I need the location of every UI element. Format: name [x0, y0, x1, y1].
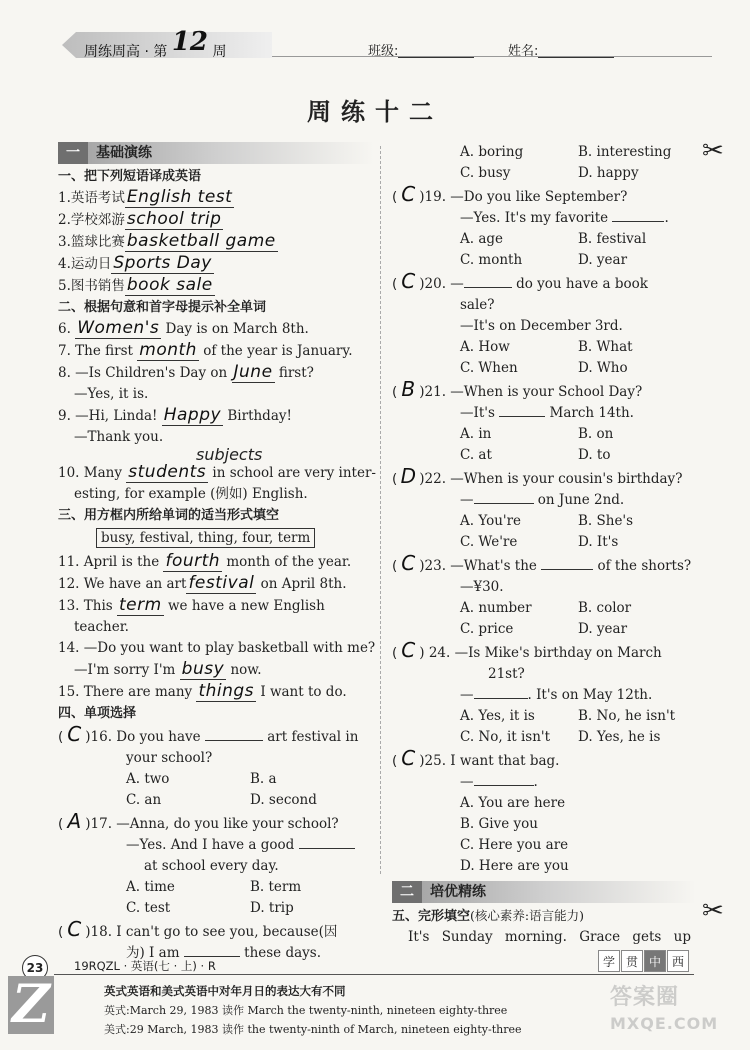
- p1-item-1: 1.英语考试 English test: [58, 187, 233, 207]
- question-12: 12. We have an art festival on April 8th.: [58, 573, 347, 593]
- question-25-cont: — .: [460, 774, 538, 790]
- choice-answer[interactable]: A: [67, 809, 82, 833]
- section-tab: 二: [392, 881, 422, 903]
- handwritten-answer[interactable]: students: [128, 462, 207, 482]
- question-20-cont: sale?: [460, 297, 495, 313]
- handwritten-answer[interactable]: basketball game: [126, 231, 276, 251]
- question-24-options: A. Yes, it is B. No, he isn't: [460, 708, 676, 724]
- question-25-option-d: D. Here are you: [460, 858, 569, 874]
- question-22-options: A. You're B. She's: [460, 513, 634, 529]
- question-23-cont: —¥30.: [460, 579, 504, 595]
- word-box-row: [58, 528, 374, 549]
- footer-tabs: [598, 950, 690, 972]
- question-18-options: A. boring B. interesting: [460, 144, 672, 160]
- part4-heading: 四、单项选择: [58, 706, 137, 721]
- question-11: 11. April is the fourth month of the year.: [58, 551, 352, 571]
- question-23-options: C. price D. year: [460, 621, 628, 637]
- tip-title: 英式英语和美式英语中对年月日的表达大有不同: [104, 984, 346, 998]
- handwritten-answer[interactable]: term: [119, 595, 162, 615]
- choice-answer[interactable]: C: [401, 551, 416, 575]
- part3-heading: 三、用方框内所给单词的适当形式填空: [58, 508, 280, 523]
- question-17-cont: —Yes. And I have a good: [58, 835, 374, 856]
- word-box: busy, festival, thing, four, term: [96, 528, 315, 548]
- question-25-option-a: A. You are here: [460, 795, 566, 811]
- question-21-cont: —It's March 14th.: [460, 405, 634, 421]
- question-13: 13. This term we have a new English: [58, 595, 325, 615]
- header-rule: [272, 56, 712, 57]
- name-label: 姓名:: [508, 44, 539, 59]
- question-24: ( C ) 24. —Is Mike's birthday on March: [392, 638, 662, 662]
- watermark: 答案圈 MXQE.COM: [610, 985, 719, 1033]
- question-18-options: C. busy D. happy: [460, 165, 639, 181]
- question-20: ( C )20. — do you have a book: [392, 269, 648, 293]
- part1-heading: 一、把下列短语译成英语: [58, 169, 202, 184]
- choice-answer[interactable]: C: [401, 182, 416, 206]
- choice-answer[interactable]: B: [401, 377, 416, 401]
- question-22-options: C. We're D. It's: [460, 534, 619, 550]
- handwritten-answer[interactable]: fourth: [165, 551, 221, 571]
- question-24-cont: 21st?: [488, 666, 525, 682]
- handwritten-answer[interactable]: Sports Day: [113, 253, 212, 273]
- question-24-options: C. No, it isn't D. Yes, he is: [460, 729, 661, 745]
- handwritten-answer[interactable]: June: [233, 362, 273, 382]
- question-25-option-c: C. Here you are: [460, 837, 569, 853]
- footer-letter: Z: [8, 976, 54, 1034]
- question-21: ( B )21. —When is your School Day?: [392, 377, 643, 401]
- handwritten-answer[interactable]: Happy: [163, 405, 222, 425]
- question-19-options: A. age B. festival: [460, 231, 647, 247]
- footer-tab: 西: [667, 950, 689, 972]
- choice-answer[interactable]: C: [67, 722, 82, 746]
- handwritten-answer[interactable]: Women's: [77, 318, 160, 338]
- question-10: 10. Many students in school are very inter-: [58, 462, 376, 482]
- p1-item-5: 5.图书销售 book sale: [58, 275, 213, 295]
- question-9: 9. —Hi, Linda! Happy Birthday!: [58, 405, 292, 425]
- footer-tip: [104, 982, 522, 1039]
- column-divider: [380, 146, 381, 874]
- question-23-options: A. number B. color: [460, 600, 632, 616]
- question-8: 8. —Is Children's Day on June first?: [58, 362, 314, 382]
- question-16-cont: your school?: [126, 750, 213, 766]
- page-number: 23: [22, 955, 48, 981]
- p1-item-4: 4.运动日 Sports Day: [58, 253, 212, 273]
- footer-tab: 贯: [621, 950, 643, 972]
- handwritten-answer[interactable]: book sale: [126, 275, 213, 295]
- question-23: ( C )23. —What's the of the shorts?: [392, 551, 692, 575]
- question-17: ( A )17. —Anna, do you like your school?: [58, 809, 339, 833]
- handwritten-answer[interactable]: month: [139, 340, 197, 360]
- part2-heading: 二、根据句意和首字母提示补全单词: [58, 300, 267, 315]
- week-number: 12: [171, 27, 208, 57]
- left-column: [58, 142, 374, 964]
- tip-line: 美式:29 March, 1983 读作 the twenty-ninth of March, nineteen eighty-three: [104, 1023, 522, 1036]
- section-title: 基础演练: [96, 145, 152, 161]
- question-21-options: C. at D. to: [460, 447, 611, 463]
- question-22: ( D )22. —When is your cousin's birthday?: [392, 464, 683, 488]
- choice-answer[interactable]: C: [401, 746, 416, 770]
- question-14: 14. —Do you want to play basketball with me?: [58, 640, 376, 656]
- question-19-options: C. month D. year: [460, 252, 628, 268]
- question-13-cont: teacher.: [74, 619, 129, 635]
- choice-answer[interactable]: C: [401, 638, 416, 662]
- question-20-options: C. When D. Who: [460, 360, 628, 376]
- choice-answer[interactable]: C: [67, 917, 82, 941]
- scissors-icon: ✂: [702, 896, 724, 926]
- section-advanced-practice: [392, 881, 696, 903]
- footer-tab: 学: [598, 950, 620, 972]
- header-week-label: [84, 27, 227, 63]
- question-9-reply: —Thank you.: [74, 429, 164, 445]
- p1-item-2: 2.学校郊游 school trip: [58, 209, 222, 229]
- question-25-option-b: B. Give you: [460, 816, 538, 832]
- question-24-cont2: — . It's on May 12th.: [460, 687, 653, 703]
- handwritten-answer[interactable]: busy: [181, 659, 225, 679]
- handwritten-correction: subjects: [196, 445, 263, 464]
- handwritten-answer[interactable]: school trip: [126, 209, 222, 229]
- question-17-cont2: at school every day.: [144, 858, 279, 874]
- class-label: 班级:: [368, 44, 399, 59]
- footer-rule: [54, 974, 694, 975]
- question-17-options: A. time B. term: [126, 879, 302, 895]
- cloze-passage: It's Sunday morning. Grace gets up: [408, 929, 691, 945]
- p1-item-3: 3.篮球比赛 basketball game: [58, 231, 276, 251]
- question-25: ( C )25. I want that bag.: [392, 746, 560, 770]
- question-18-cont: 为) I am these days.: [126, 945, 321, 961]
- question-8-reply: —Yes, it is.: [74, 386, 149, 402]
- question-21-options: A. in B. on: [460, 426, 614, 442]
- book-code: 19RQZL · 英语(七 · 上) · R: [74, 959, 216, 973]
- question-16-options: C. an D. second: [126, 792, 317, 808]
- choice-answer[interactable]: D: [400, 464, 416, 488]
- header-suffix: 周: [212, 44, 227, 60]
- scissors-icon: ✂: [702, 136, 724, 166]
- question-17-options: C. test D. trip: [126, 900, 294, 916]
- question-20-options: A. How B. What: [460, 339, 633, 355]
- question-7: 7. The first month of the year is January.: [58, 340, 353, 360]
- right-column: [392, 142, 696, 948]
- tip-line: 英式:March 29, 1983 读作 March the twenty-ninth, nineteen eighty-three: [104, 1004, 508, 1017]
- question-16-options: A. two B. a: [126, 771, 277, 787]
- section-title: 培优精练: [430, 884, 486, 900]
- choice-answer[interactable]: C: [401, 269, 416, 293]
- question-6: 6. Women's Day is on March 8th.: [58, 318, 309, 338]
- question-10-cont: esting, for example (例如) English.: [74, 486, 308, 502]
- footer-tab: 中: [644, 950, 666, 972]
- header-prefix: 周练周高 · 第: [84, 44, 168, 60]
- question-18: ( C )18. I can't go to see you, because(因: [58, 917, 338, 941]
- question-14-reply: —I'm sorry I'm busy now.: [74, 659, 262, 679]
- question-16: ( C )16. Do you have art festival in: [58, 722, 359, 746]
- question-20-cont2: —It's on December 3rd.: [460, 318, 623, 334]
- question-19-cont: —Yes. It's my favorite .: [460, 210, 669, 226]
- page-title: 周练十二: [307, 98, 443, 126]
- question-22-cont: — on June 2nd.: [460, 492, 625, 508]
- section-basic-practice: [58, 142, 374, 164]
- question-19: ( C )19. —Do you like September?: [392, 182, 628, 206]
- handwritten-answer[interactable]: English test: [126, 187, 233, 207]
- handwritten-answer[interactable]: things: [198, 681, 255, 701]
- section-tab: 一: [58, 142, 88, 164]
- handwritten-answer[interactable]: festival: [188, 573, 255, 593]
- part5-heading: 五、完形填空(核心素养:语言能力): [392, 908, 584, 924]
- question-15: 15. There are many things I want to do.: [58, 681, 347, 701]
